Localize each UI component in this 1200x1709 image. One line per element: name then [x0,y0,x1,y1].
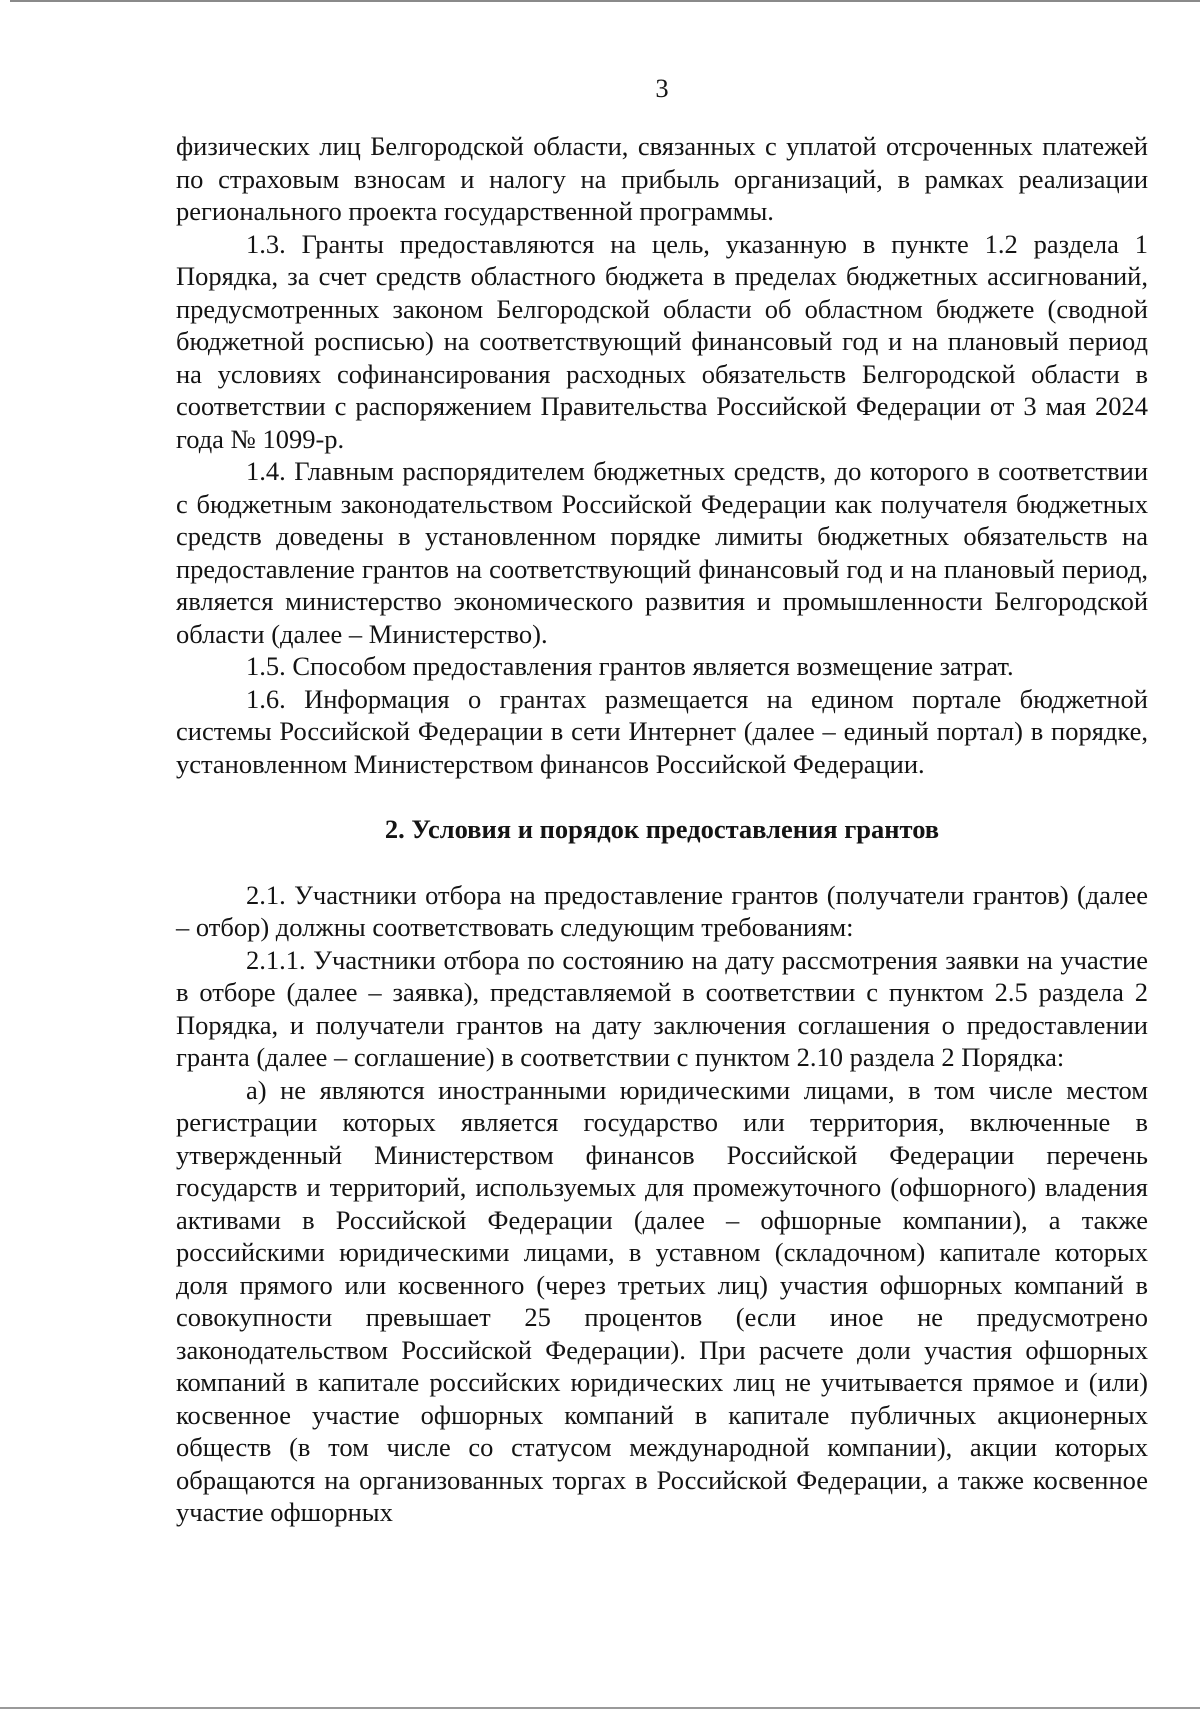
paragraph-continuation: физических лиц Белгородской области, связанных с уплатой отсроченных платежей по страховым взносам и налогу на прибыль организаций, в рамках реализации регионального проекта государственной программы. [176,131,1148,226]
paragraph-2-1-1: 2.1.1. Участники отбора по состоянию на дату рассмотрения заявки на участие в отборе (далее – заявка), представляемой в соответствии с пунктом 2.5 раздела 2 Порядка, и получатели грантов на дату заключения соглашения о предоставлении гранта (далее – соглашение) в соответствии с пунктом 2.10 раздела 2 Порядка: [176,944,1148,1072]
paragraph-a: а) не являются иностранными юридическими лицами, в том числе местом регистрации которых является государство или территория, включенные в утвержденный Министерством финансов Российской Федерации перечень государств и территорий, используемых для промежуточного (офшорного) владения активами в Российской Федерации (далее – офшорные компании), а также российскими юридическими лицами, в уставном (складочном) капитале которых доля прямого или косвенного (через третьих лиц) участия офшорных компаний в совокупности превышает 25 процентов (если иное не предусмотрено законодательством Российской Федерации). При расчете доли участия офшорных компаний в капитале российских юридических лиц не учитывается прямое и (или) косвенное участие офшорных компаний в капитале публичных акционерных обществ (в том числе со статусом международной компании), акции которых обращаются на организованных торгах в Российской Федерации, а также косвенное участие офшорных [176,1074,1148,1527]
page-number: 3 [655,73,669,103]
section-heading: 2. Условия и порядок предоставления грантов [384,814,940,844]
paragraph-1-5: 1.5. Способом предоставления грантов является возмещение затрат. [246,651,1014,681]
paragraph-1-3: 1.3. Гранты предоставляются на цель, указанную в пункте 1.2 раздела 1 Порядка, за счет средств областного бюджета в пределах бюджетных ассигнований, предусмотренных законом Белгородской области об областном бюджете (сводной бюджетной росписью) на соответствующий финансовый год и на плановый период на условиях софинансирования расходных обязательств Белгородской области в соответствии с распоряжением Правительства Российской Федерации от 3 мая 2024 года № 1099-р. [176,228,1148,454]
paragraph-1-6: 1.6. Информация о грантах размещается на едином портале бюджетной системы Российской Федерации в сети Интернет (далее – единый портал) в порядке, установленном Министерством финансов Российской Федерации. [176,683,1148,779]
paragraph-2-1: 2.1. Участники отбора на предоставление грантов (получатели грантов) (далее – отбор) должны соответствовать следующим требованиям: [176,879,1148,942]
paragraph-1-4: 1.4. Главным распорядителем бюджетных средств, до которого в соответствии с бюджетным законодательством Российской Федерации как получателя бюджетных средств доведены в установленном порядке лимиты бюджетных обязательств на предоставление грантов на соответствующий финансовый год и на плановый период, является министерство экономического развития и промышленности Белгородской области (далее – Министерство). [176,456,1148,649]
